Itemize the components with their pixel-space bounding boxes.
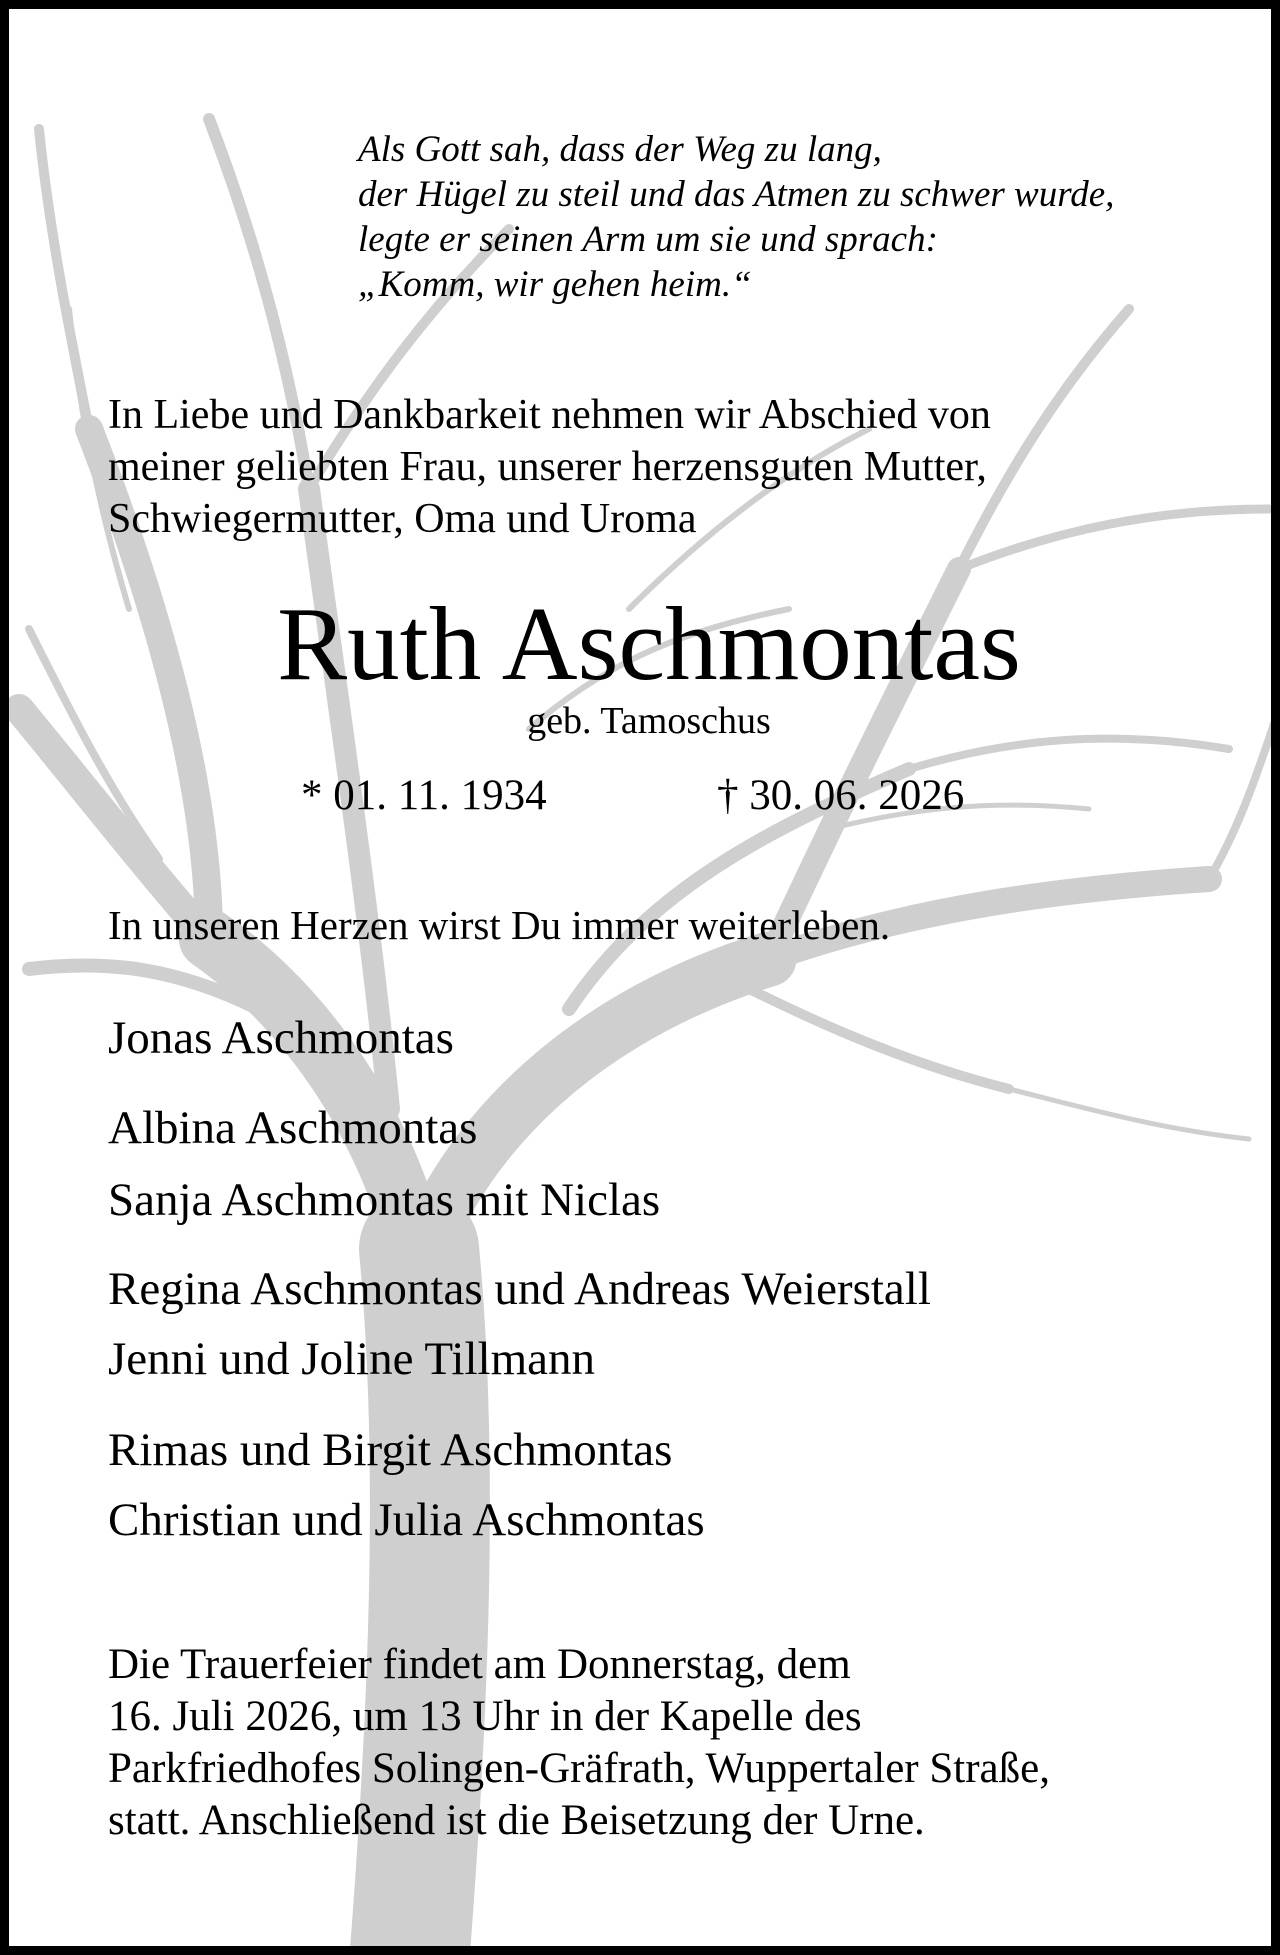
mourner-line: Regina Aschmontas und Andreas Weierstall bbox=[108, 1263, 931, 1315]
funeral-line: 16. Juli 2026, um 13 Uhr in der Kapelle des bbox=[108, 1693, 862, 1740]
poem-verse bbox=[358, 131, 1114, 311]
deceased-name: Ruth Aschmontas bbox=[277, 585, 1021, 702]
poem-line: „Komm, wir gehen heim.“ bbox=[358, 264, 752, 305]
mourner-line: Jenni und Joline Tillmann bbox=[108, 1333, 596, 1385]
funeral-line: Parkfriedhofes Solingen-Gräfrath, Wuppertaler Straße, bbox=[108, 1745, 1050, 1792]
mourner-line: Rimas und Birgit Aschmontas bbox=[108, 1424, 673, 1476]
mourner-line: Christian und Julia Aschmontas bbox=[108, 1494, 705, 1546]
funeral-line: Die Trauerfeier findet am Donnerstag, dem bbox=[108, 1641, 851, 1688]
poem-line: der Hügel zu steil und das Atmen zu schwer wurde, bbox=[358, 174, 1115, 215]
maiden-name: geb. Tamoschus bbox=[527, 700, 771, 742]
mourner-line: Sanja Aschmontas mit Niclas bbox=[108, 1174, 661, 1226]
birth-date: * 01. 11. 1934 bbox=[301, 772, 547, 819]
memorial-motto: In unseren Herzen wirst Du immer weiterleben. bbox=[108, 902, 891, 948]
intro-line: meiner geliebten Frau, unserer herzensguten Mutter, bbox=[108, 444, 987, 490]
funeral-details bbox=[108, 1643, 1050, 1851]
intro-line: In Liebe und Dankbarkeit nehmen wir Abschied von bbox=[108, 392, 991, 438]
poem-line: legte er seinen Arm um sie und sprach: bbox=[358, 219, 938, 260]
death-date: † 30. 06. 2026 bbox=[717, 772, 965, 819]
mourner-line: Albina Aschmontas bbox=[108, 1102, 478, 1154]
funeral-line: statt. Anschließend ist die Beisetzung der Urne. bbox=[108, 1797, 925, 1844]
mourner-line: Jonas Aschmontas bbox=[108, 1012, 454, 1064]
poem-line: Als Gott sah, dass der Weg zu lang, bbox=[358, 129, 882, 170]
farewell-intro bbox=[108, 394, 991, 550]
intro-line: Schwiegermutter, Oma und Uroma bbox=[108, 496, 697, 542]
